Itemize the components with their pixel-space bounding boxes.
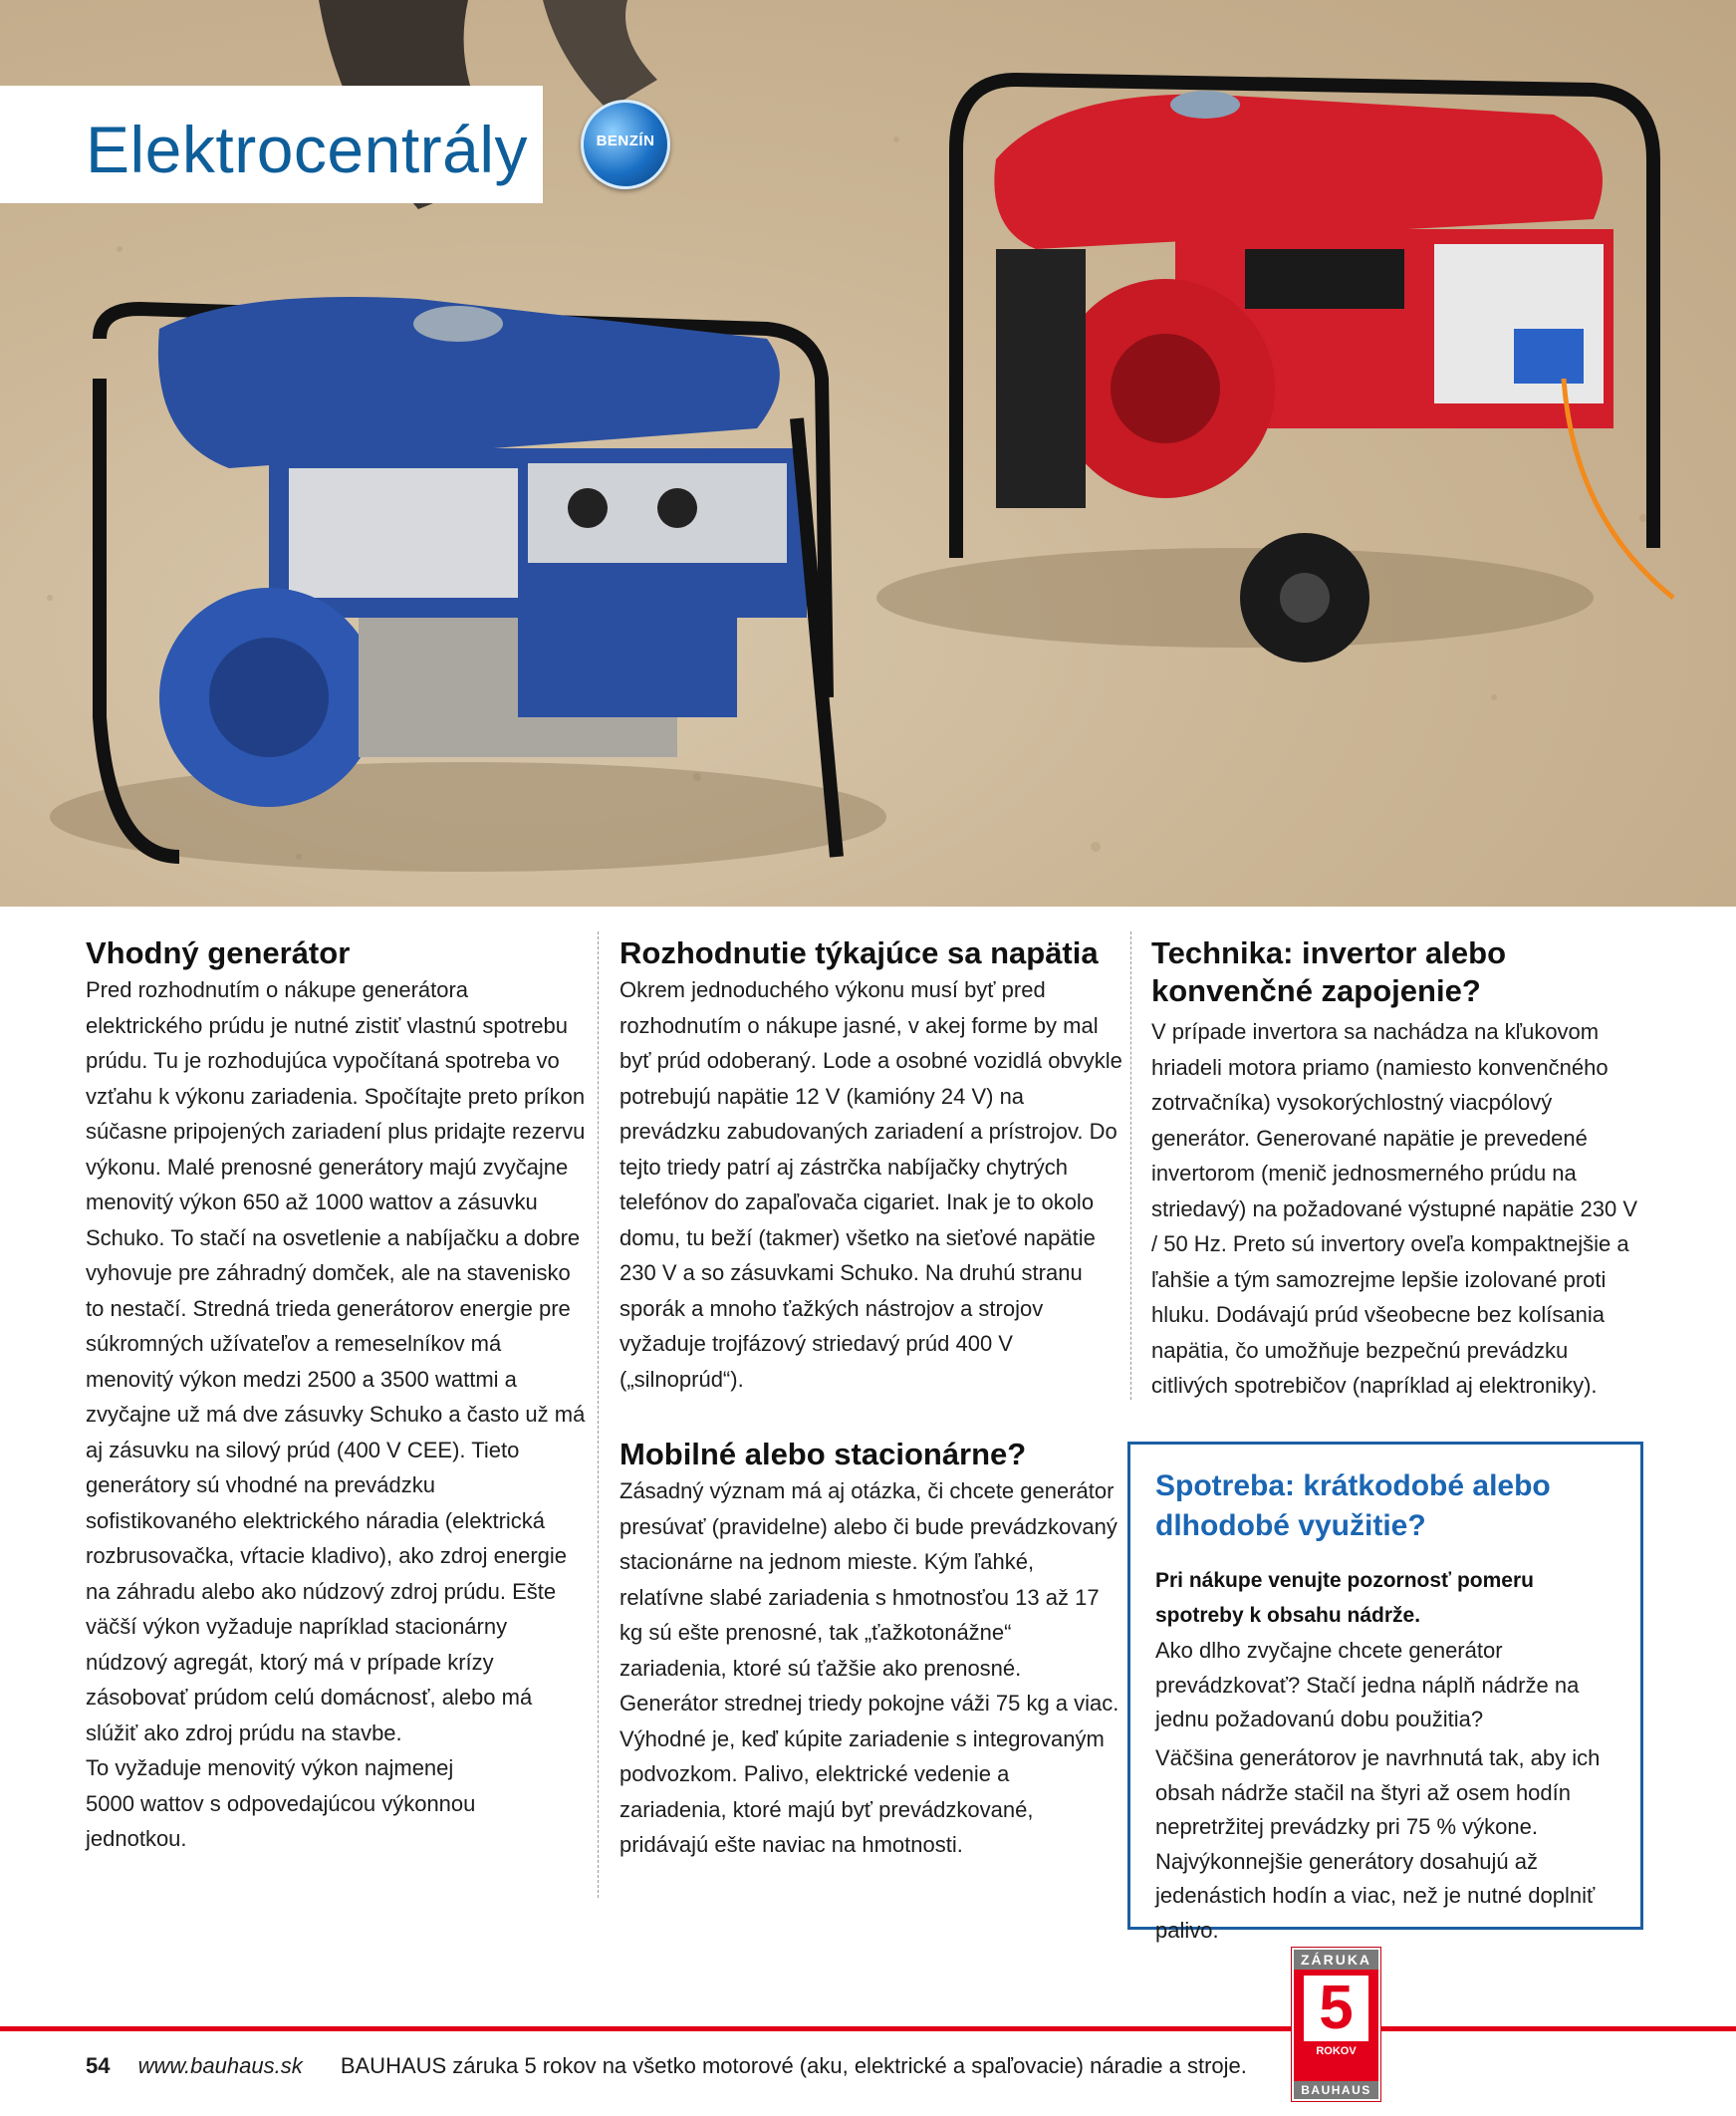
info-box-body: Ako dlho zvyčajne chcete generátor prevádzkovať? Stačí jedna náplň nádrže na jednu požadovanú dobu použitia? — [1155, 1638, 1580, 1731]
page-title: Elektrocentrály — [86, 113, 529, 186]
heading-mobile-stationary: Mobilné alebo stacionárne? — [620, 1437, 1027, 1471]
info-box-lead: Pri nákupe venujte pozornosť pomeru spotreby k obsahu nádrže. — [1155, 1569, 1534, 1627]
consumption-info-box — [1127, 1442, 1643, 1943]
heading-voltage: Rozhodnutie týkajúce sa napätia — [620, 935, 1099, 970]
warranty-years-label: ROKOV — [1316, 2045, 1357, 2057]
footer-red-line — [0, 2026, 1736, 2031]
footer-url-link[interactable]: www.bauhaus.sk — [137, 2053, 303, 2078]
blue-generator — [50, 297, 886, 872]
red-generator — [876, 80, 1673, 662]
heading-technology: Technika: invertor alebo konvenčné zapojenie? — [1151, 935, 1507, 1008]
text-suitable-generator: Pred rozhodnutím o nákupe generátora elektrického prúdu je nutné zistiť vlastnú spotrebu prúdu. Tu je rozhodujúca vypočítaná spotreba vo vzťahu k výkonu zariadenia. Spočítajte preto príkon súčasne pripojených zariadení plus pridajte rezervu výkonu. Malé prenosné generátory majú zvyčajne menovitý výkon 650 až 1000 wattov a zásuvku Schuko. To stačí na osvetlenie a nabíjačku a dobre vyhovuje pre záhradný domček, ale na stavenisko to nestačí. Stredná trieda generátorov energie pre súkromných užívateľov a remeselníkov má menovitý výkon medzi 2500 a 3500 wattmi a zvyčajne už má dve zásuvky Schuko a často už má aj zásuvku na silový prúd (400 V CEE). Tieto generátory sú vhodné na prevádzku sofistikovaného elektrického náradia (elektrická rozbrusovačka, vŕtacie kladivo), ako zdroj energie na záhradu alebo ako núdzový zdroj prúdu. Ešte väčší výkon vyžaduje napríklad stacionárny núdzový agregát, ktorý má v prípade krízy zásobovať prúdom celú domácnosť, alebo má slúžiť ako zdroj prúdu na stavbe. — [86, 977, 586, 1745]
info-box-body-2: Väčšina generátorov je navrhnutá tak, aby ich obsah nádrže stačil na štyri až osem hodín nepretržitej prevádzky pri 75 % výkone. Najvýkonnejšie generátory dosahujú až jedenástich hodín a viac, než je nutné doplniť palivo. — [1155, 1745, 1601, 1943]
warranty-badge-icon — [1292, 1948, 1380, 2101]
text-technology: V prípade invertora sa nachádza na kľukovom hriadeli motora priamo (namiesto konvenčného zotrvačníka) vysokorýchlostný viacpólový generátor. Generované napätie je prevedené invertorom (menič jednosmerného prúdu na striedavý) na požadované výstupné napätie 230 V / 50 Hz. Preto sú invertory oveľa kompaktnejšie a ľahšie a tým samozrejme lepšie izolované proti hluku. Dodávajú prúd všeobecne bez kolísania napätia, čo umožňuje bezpečnú prevádzku citlivých spotrebičov (napríklad aj elektroniky). — [1151, 1019, 1637, 1398]
benzin-badge-label: BENZÍN — [596, 132, 655, 149]
heading-suitable-generator: Vhodný generátor — [86, 935, 351, 970]
info-box-title: Spotreba: krátkodobé alebo dlhodobé využitie? — [1155, 1469, 1551, 1542]
warranty-number: 5 — [1304, 1976, 1368, 2041]
text-suitable-generator-2: To vyžaduje menovitý výkon najmenej 5000 wattov s odpovedajúcou výkonnou jednotkou. — [86, 1755, 476, 1851]
warranty-top-label: ZÁRUKA — [1294, 1950, 1378, 1970]
benzin-badge-icon — [581, 100, 670, 189]
column-technology — [1151, 934, 1649, 1404]
footer — [86, 2053, 1247, 2079]
warranty-brand-label: BAUHAUS — [1294, 2081, 1378, 2099]
text-voltage: Okrem jednoduchého výkonu musí byť pred rozhodnutím o nákupe jasné, v akej forme by mal byť prúd odoberaný. Lode a osobné vozidlá obvykle potrebujú napätie 12 V (kamióny 24 V) na prevádzku zabudovaných zariadení a prístrojov. Do tejto triedy patrí aj zástrčka nabíjačky chytrých telefónov do zapaľovača cigariet. Inak je to okolo domu, tu beží (takmer) všetko na sieťové napätie 230 V a so zásuvkami Schuko. Na druhú stranu sporák a mnoho ťažkých nástrojov a strojov vyžaduje trojfázový striedavý prúd 400 V („silnoprúd“). — [620, 977, 1122, 1392]
column-divider — [1130, 931, 1131, 1400]
footer-text: BAUHAUS záruka 5 rokov na všetko motorové (aku, elektrické a spaľovacie) náradie a stroje. — [340, 2053, 1247, 2078]
text-mobile-stationary: Zásadný význam má aj otázka, či chcete generátor presúvať (pravidelne) alebo či bude prevádzkovaný stacionárne na jednom mieste. Kým ľahké, relatívne slabé zariadenia s hmotnosťou 13 až 17 kg sú ešte prenosné, tak „ťažkotonážne“ zariadenia, ktoré sú ťažšie ako prenosné. Generátor strednej triedy pokojne váži 75 kg a viac. Výhodné je, keď kúpite zariadenie s integrovaným podvozkom. Palivo, elektrické vedenie a zariadenia, ktoré majú byť prevádzkované, pridávajú ešte naviac na hmotnosti. — [620, 1478, 1119, 1857]
column-voltage — [620, 934, 1122, 1863]
page-number: 54 — [86, 2053, 111, 2078]
column-suitable-generator — [86, 934, 590, 1857]
column-divider — [598, 931, 599, 1898]
